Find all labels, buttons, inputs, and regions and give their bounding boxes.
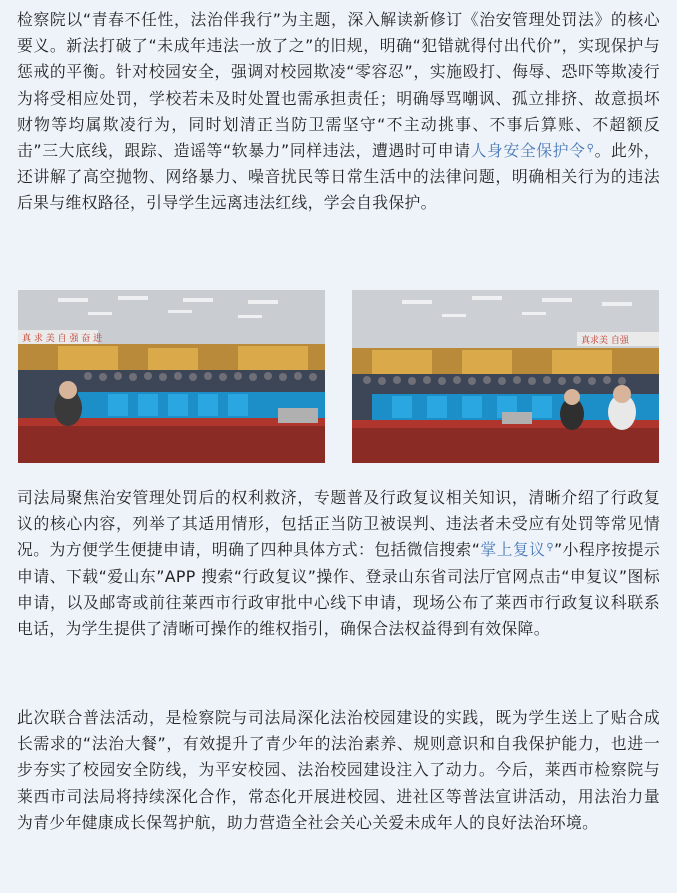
link-palm-reconsideration[interactable]: 掌上复议: [480, 540, 546, 560]
link-personal-safety-order[interactable]: 人身安全保护令: [470, 141, 586, 161]
banner-text: 真求美 自强: [581, 336, 629, 346]
paragraph-text: 司法局聚焦治安管理处罚后的权利救济，专题普及行政复议相关知识，清晰介绍了行政复议的核心内容，列举了其适用情形，包括正当防卫被误判、违法者未受应有处罚等常见情况。为方便学生便捷申请，明确了四种具体方式：包括微信搜索“: [17, 488, 660, 560]
paragraph-text: 。此外，还讲解了高空抛物、网络暴力、噪音扰民等日常生活中的法律问题，明确相关行为的违法后果与维权路径，引导学生远离违法红线，学会自我保护。: [17, 141, 660, 213]
event-photo-right: [352, 290, 659, 463]
paragraph-text: 此次联合普法活动，是检察院与司法局深化法治校园建设的实践，既为学生送上了贴合成长需求的“法治大餐”，有效提升了青少年的法治素养、规则意识和自我保护能力，也进一步夯实了校园安全防线，为平安校园、法治校园建设注入了动力。今后，莱西市检察院与莱西市司法局将持续深化合作，常态化开展进校园、进社区等普法宣讲活动，用法治力量为青少年健康成长保驾护航，助力营造全社会关心关爱未成年人的良好法治环境。: [17, 708, 660, 832]
lecture-hall-image-right: [352, 290, 659, 463]
paragraph-justice-bureau: [0, 485, 677, 642]
paragraph-text: 检察院以“青春不任性，法治伴我行”为主题，深入解读新修订《治安管理处罚法》的核心要义。新法打破了“未成年违法一放了之”的旧规，明确“犯错就得付出代价”，实现保护与惩戒的平衡。针对校园安全，强调对校园欺凌“零容忍”，实施殴打、侮辱、恐吓等欺凌行为将受相应处罚，学校若未及时处置也需承担责任；明确辱骂嘲讽、孤立排挤、故意损坏财物等均属欺凌行为，同时划清正当防卫需坚守“不主动挑事、不事后算账、不超额反击”三大底线，跟踪、造谣等“软暴力”同样违法，遭遇时可申请: [17, 10, 660, 161]
search-icon[interactable]: ⚲: [586, 143, 595, 155]
event-photo-left: [18, 290, 325, 463]
paragraph-procuratorate: [0, 7, 677, 217]
paragraph-summary: [0, 705, 677, 836]
paragraph-text: ”小程序按提示申请、下载“爱山东”APP 搜索“行政复议”操作、登录山东省司法厅官网点击“申复议”图标申请，以及邮寄或前往莱西市行政审批中心线下申请，现场公布了莱西市行政复议科联系电话，为学生提供了清晰可操作的维权指引，确保合法权益得到有效保障。: [17, 540, 660, 639]
search-icon[interactable]: ⚲: [546, 542, 555, 554]
banner-text: 真 求 美 自 强 奋 进: [22, 334, 103, 344]
lecture-hall-image-left: [18, 290, 325, 463]
